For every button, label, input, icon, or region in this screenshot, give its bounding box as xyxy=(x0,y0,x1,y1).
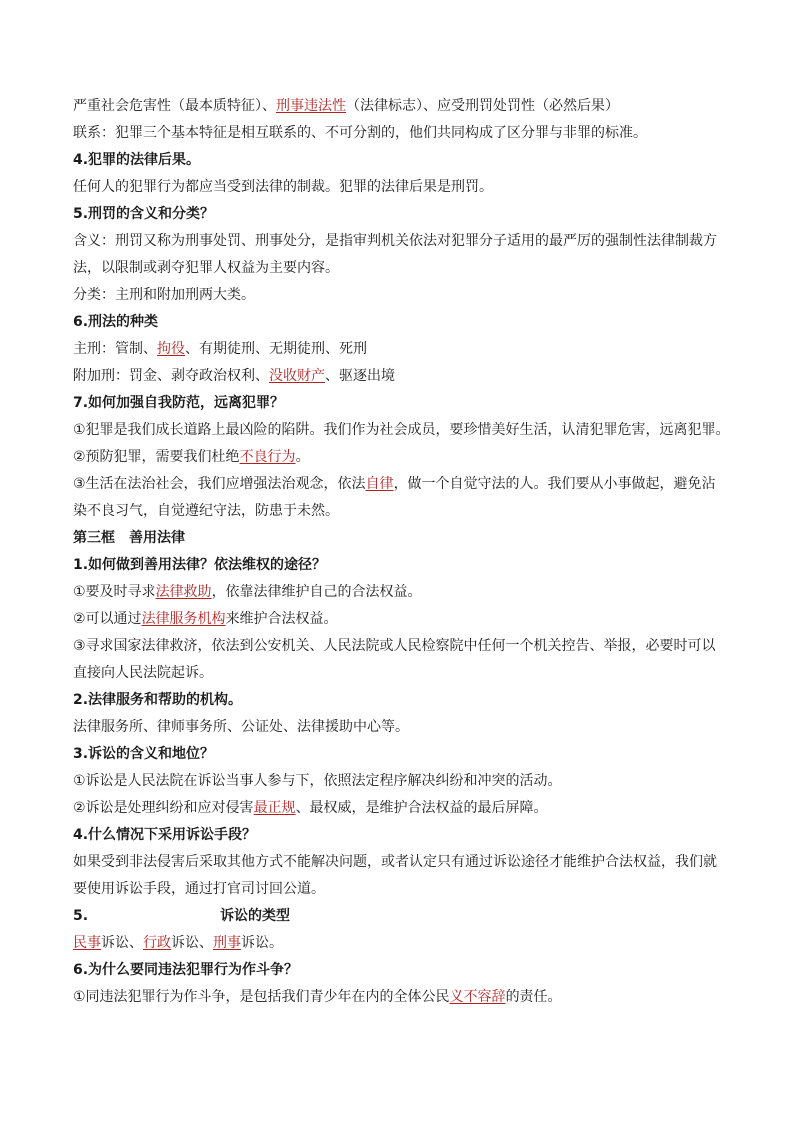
text: ③生活在法治社会，我们应增强法治观念，依法 xyxy=(73,476,366,492)
text-line xyxy=(73,984,723,1011)
text-line: 法律服务所、律师事务所、公证处、法律援助中心等。 xyxy=(73,719,409,735)
document-page xyxy=(73,93,730,1011)
text: 的责任。 xyxy=(505,989,562,1005)
question-heading: 3.诉讼的含义和地位？ xyxy=(73,746,215,762)
keyword: 刑事违法性 xyxy=(276,98,346,114)
text-line xyxy=(73,579,723,606)
text: 5. xyxy=(73,908,89,924)
text-line xyxy=(73,795,723,822)
text-line: ③寻求国家法律救济，依法到公安机关、人民法院或人民检察院中任何一个机关控告、举报，必要时可以 xyxy=(73,638,716,654)
question-heading: 5.刑罚的含义和分类？ xyxy=(73,206,215,222)
text: 。 xyxy=(295,449,310,465)
text-line: 分类：主刑和附加刑两大类。 xyxy=(73,287,255,303)
text: ②可以通过 xyxy=(73,611,142,627)
text: 附加刑：罚金、剥夺政治权利、 xyxy=(73,368,269,384)
text: 、最权威，是维护合法权益的最后屏障。 xyxy=(295,800,548,816)
text: ，做一个自觉守法的人。我们要从小事做起，避免沾 xyxy=(393,476,716,492)
question-heading: 2.法律服务和帮助的机构。 xyxy=(73,692,243,708)
text: 主刑：管制、 xyxy=(73,341,157,357)
question-heading xyxy=(73,903,723,930)
question-heading: 6.刑法的种类 xyxy=(73,314,159,330)
text-line: ①诉讼是人民法院在诉讼当事人参与下，依照法定程序解决纠纷和冲突的活动。 xyxy=(73,773,562,789)
keyword: 刑事 xyxy=(213,935,241,951)
keyword: 法律救助 xyxy=(155,584,212,600)
text: 诉讼的类型 xyxy=(220,908,291,924)
question-heading: 6.为什么要同违法犯罪行为作斗争？ xyxy=(73,962,299,978)
question-heading: 4.什么情况下采用诉讼手段？ xyxy=(73,827,257,843)
keyword: 没收财产 xyxy=(269,368,325,384)
question-heading: 7.如何加强自我防范，远离犯罪？ xyxy=(73,395,285,411)
text: 严重社会危害性（最本质特征）、 xyxy=(73,98,276,114)
text: 来维护合法权益。 xyxy=(225,611,338,627)
text-line: 法，以限制或剥夺犯罪人权益为主要内容。 xyxy=(73,260,339,276)
text: 、有期徒刑、无期徒刑、死刑 xyxy=(185,341,367,357)
text: （法律标志）、应受刑罚处罚性（必然后果） xyxy=(346,98,619,114)
text-line xyxy=(73,444,723,471)
text-line: 含义：刑罚又称为刑事处罚、刑事处分，是指审判机关依法对犯罪分子适用的最严厉的强制性法律制裁方 xyxy=(73,233,717,249)
text: 诉讼、 xyxy=(101,935,143,951)
text-line xyxy=(73,606,723,633)
keyword: 自律 xyxy=(365,476,394,492)
text-line: ①犯罪是我们成长道路上最凶险的陷阱。我们作为社会成员，要珍惜美好生活，认清犯罪危害，远离犯罪。 xyxy=(73,422,730,438)
text: ①要及时寻求 xyxy=(73,584,156,600)
text-line: 要使用诉讼手段，通过打官司讨回公道。 xyxy=(73,881,325,897)
text-line xyxy=(73,336,723,363)
text: ，依靠法律维护自己的合法权益。 xyxy=(211,584,422,600)
keyword: 不良行为 xyxy=(239,449,296,465)
text: ②预防犯罪，需要我们杜绝 xyxy=(73,449,240,465)
text: 、驱逐出境 xyxy=(325,368,395,384)
keyword: 民事 xyxy=(73,935,101,951)
text: 诉讼。 xyxy=(241,935,283,951)
question-heading: 1.如何做到善用法律？依法维权的途径？ xyxy=(73,557,327,573)
text-line xyxy=(73,363,723,390)
section-heading: 第三框 善用法律 xyxy=(73,530,185,546)
keyword: 义不容辞 xyxy=(449,989,506,1005)
text: 诉讼、 xyxy=(171,935,213,951)
text-line xyxy=(73,930,723,957)
keyword: 拘役 xyxy=(157,341,185,357)
text-line xyxy=(73,471,723,498)
text-line: 染不良习气，自觉遵纪守法，防患于未然。 xyxy=(73,503,339,519)
keyword: 最正规 xyxy=(253,800,296,816)
text-line: 联系：犯罪三个基本特征是相互联系的、不可分割的，他们共同构成了区分罪与非罪的标准。 xyxy=(73,125,647,141)
text-line: 直接向人民法院起诉。 xyxy=(73,665,213,681)
text-line: 任何人的犯罪行为都应当受到法律的制裁。犯罪的法律后果是刑罚。 xyxy=(73,179,493,195)
keyword: 行政 xyxy=(143,935,171,951)
text-line xyxy=(73,93,723,120)
text: ②诉讼是处理纠纷和应对侵害 xyxy=(73,800,254,816)
text: ①同违法犯罪行为作斗争，是包括我们青少年在内的全体公民 xyxy=(73,989,450,1005)
keyword: 法律服务机构 xyxy=(141,611,226,627)
text-line: 如果受到非法侵害后采取其他方式不能解决问题，或者认定只有通过诉讼途径才能维护合法权益，我们就 xyxy=(73,854,717,870)
question-heading: 4.犯罪的法律后果。 xyxy=(73,152,201,168)
